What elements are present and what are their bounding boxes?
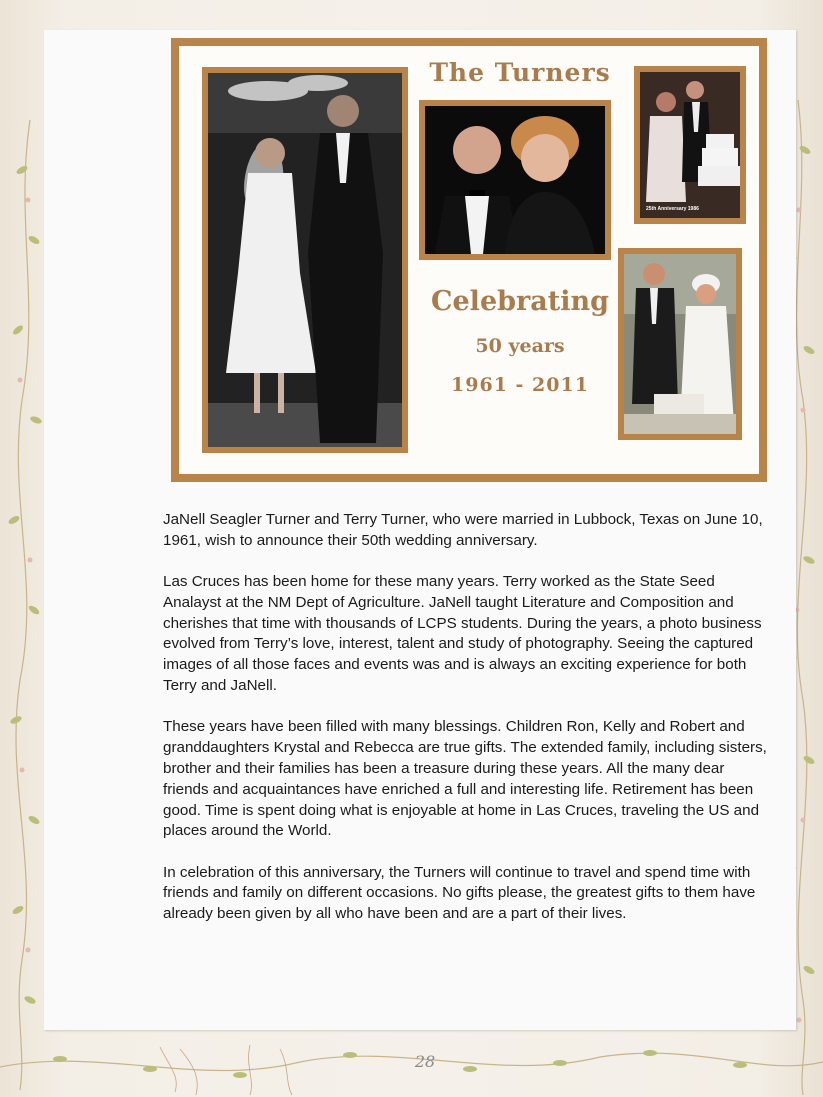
announcement-paragraph: Las Cruces has been home for these many years. Terry worked as the State Seed Analayst at the NM Dept of Agriculture. JaNell taught Literature and Composition and cherishes that time with thousands of LCPS students. During the years, a photo business evolved from Terry’s love, interest, talent and study of photography. Seeing the captured images of all those faces and events was and is always an exciting experience for both Terry and JaNell.: [163, 573, 762, 695]
date-range: 1961 - 2011: [451, 374, 589, 396]
wedding-cake-photo: [618, 248, 742, 440]
announcement-paragraph: JaNell Seagler Turner and Terry Turner, who were married in Lubbock, Texas on June 10, 1961, wish to announce their 50th wedding anniversary.: [163, 511, 763, 549]
anniversary-photo-caption: 25th Anniversary 1986: [646, 206, 699, 212]
collage-title: The Turners: [429, 58, 611, 87]
announcement-paragraph: These years have been filled with many blessings. Children Ron, Kelly and Robert and granddaughters Krystal and Rebecca are true gifts. The extended family, including sisters, brother and their families has been a treasure during these years. All the many dear friends and acquaintances have enriched a full and interesting life. Retirement has been good. Time is spent doing what is enjoyable at home in Las Cruces, traveling the US and places around the World.: [163, 718, 767, 840]
recent-couple-portrait-image: [425, 106, 605, 254]
twenty-fifth-anniversary-image: [640, 72, 740, 218]
celebrating-heading: Celebrating: [431, 286, 609, 317]
years-subheading: 50 years: [475, 335, 565, 357]
wedding-photo-1961: [202, 67, 408, 453]
page-number: 28: [414, 1052, 436, 1071]
wedding-cake-photo-image: [624, 254, 736, 434]
wedding-photo-1961-image: [208, 73, 402, 447]
announcement-paragraph: In celebration of this anniversary, the Turners will continue to travel and spend time with friends and family on different occasions. No gifts please, the greatest gifts to them have already been given by all who have been and are a part of their lives.: [163, 863, 756, 923]
recent-couple-portrait: [419, 100, 611, 260]
announcement-text: [163, 510, 768, 946]
twenty-fifth-anniversary-photo: [634, 66, 746, 224]
